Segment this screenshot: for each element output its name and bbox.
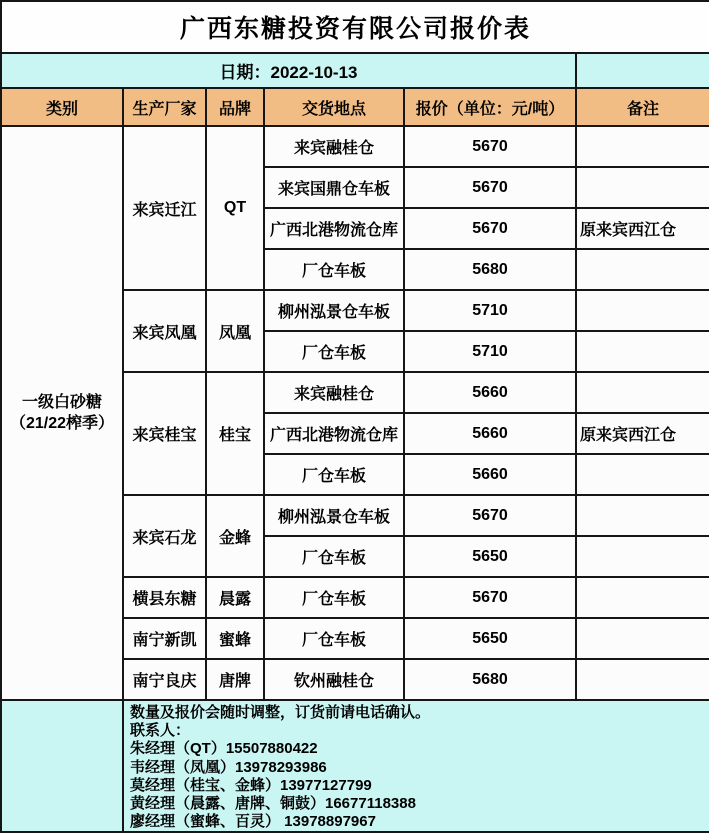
price-cell: 5670 (404, 495, 576, 536)
location-cell: 柳州泓景仓车板 (264, 290, 404, 331)
location-cell: 厂仓车板 (264, 577, 404, 618)
column-header-location: 交货地点 (264, 88, 404, 126)
price-cell: 5650 (404, 618, 576, 659)
price-cell: 5670 (404, 126, 576, 167)
brand-cell: 凤凰 (206, 290, 264, 372)
footer-contact-line: 莫经理（桂宝、金蜂）13977127799 (130, 776, 372, 794)
date-row-spacer (576, 53, 709, 88)
note-cell (576, 454, 709, 495)
price-cell: 5710 (404, 331, 576, 372)
location-cell: 来宾融桂仓 (264, 126, 404, 167)
location-cell: 厂仓车板 (264, 454, 404, 495)
price-cell: 5650 (404, 536, 576, 577)
footer-contact-line: 廖经理（蜜蜂、百灵） 13978897967 (130, 813, 376, 831)
location-cell: 厂仓车板 (264, 249, 404, 290)
manufacturer-cell: 来宾凤凰 (123, 290, 206, 372)
category-cell (1, 126, 123, 700)
note-cell (576, 577, 709, 618)
price-cell: 5670 (404, 577, 576, 618)
quote-table-body (1, 126, 709, 700)
note-cell (576, 290, 709, 331)
location-cell: 来宾融桂仓 (264, 372, 404, 413)
table-row (1, 126, 709, 167)
price-cell: 5670 (404, 167, 576, 208)
manufacturer-cell: 来宾石龙 (123, 495, 206, 577)
price-cell: 5660 (404, 454, 576, 495)
note-cell (576, 331, 709, 372)
price-cell: 5660 (404, 372, 576, 413)
location-cell: 来宾国鼎仓车板 (264, 167, 404, 208)
note-cell (576, 126, 709, 167)
footer-contact-line: 黄经理（晨露、唐牌、铜鼓）16677118388 (130, 795, 416, 813)
note-cell (576, 536, 709, 577)
column-header-price: 报价（单位：元/吨） (404, 88, 576, 126)
footer-contact-line: 朱经理（QT）15507880422 (130, 740, 318, 758)
note-cell: 原来宾西江仓 (576, 413, 709, 454)
price-cell: 5710 (404, 290, 576, 331)
location-cell: 柳州泓景仓车板 (264, 495, 404, 536)
note-cell (576, 618, 709, 659)
price-cell: 5680 (404, 659, 576, 700)
brand-cell: 蜜蜂 (206, 618, 264, 659)
note-cell (576, 495, 709, 536)
location-cell: 钦州融桂仓 (264, 659, 404, 700)
page-title: 广西东糖投资有限公司报价表 (1, 1, 709, 53)
column-header-manufacturer: 生产厂家 (123, 88, 206, 126)
title-row (1, 1, 709, 53)
header-row (1, 88, 709, 126)
manufacturer-cell: 南宁良庆 (123, 659, 206, 700)
brand-cell: 金蜂 (206, 495, 264, 577)
manufacturer-cell: 来宾桂宝 (123, 372, 206, 495)
note-cell (576, 659, 709, 700)
location-cell: 厂仓车板 (264, 331, 404, 372)
brand-cell: 桂宝 (206, 372, 264, 495)
note-cell: 原来宾西江仓 (576, 208, 709, 249)
location-cell: 广西北港物流仓库 (264, 208, 404, 249)
price-cell: 5660 (404, 413, 576, 454)
column-header-note: 备注 (576, 88, 709, 126)
category-line1: 一级白砂糖 (21, 394, 102, 411)
footer-contacts (123, 700, 709, 832)
column-header-brand: 品牌 (206, 88, 264, 126)
footer-contacts-label: 联系人： (130, 722, 191, 740)
brand-cell: 晨露 (206, 577, 264, 618)
footer-left-spacer (1, 700, 123, 832)
price-cell: 5670 (404, 208, 576, 249)
brand-cell: QT (206, 126, 264, 290)
footer-row (1, 700, 709, 832)
location-cell: 厂仓车板 (264, 536, 404, 577)
category-line2: （21/22榨季） (9, 415, 115, 432)
note-cell (576, 372, 709, 413)
date-row (1, 53, 709, 88)
location-cell: 广西北港物流仓库 (264, 413, 404, 454)
note-cell (576, 167, 709, 208)
note-cell (576, 249, 709, 290)
manufacturer-cell: 南宁新凯 (123, 618, 206, 659)
footer-notice-line: 数量及报价会随时调整，订货前请电话确认。 (130, 704, 431, 721)
manufacturer-cell: 横县东糖 (123, 577, 206, 618)
price-cell: 5680 (404, 249, 576, 290)
date-label: 日期：2022-10-13 (1, 53, 576, 88)
column-header-category: 类别 (1, 88, 123, 126)
footer-contact-line: 韦经理（凤凰）13978293986 (130, 758, 327, 776)
location-cell: 厂仓车板 (264, 618, 404, 659)
manufacturer-cell: 来宾迁江 (123, 126, 206, 290)
brand-cell: 唐牌 (206, 659, 264, 700)
